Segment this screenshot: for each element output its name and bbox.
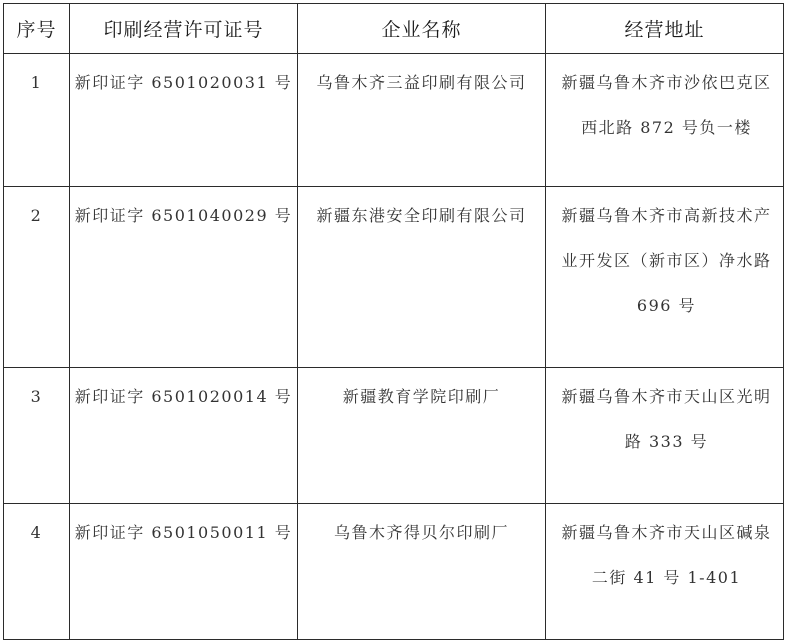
cell-address: 新疆乌鲁木齐市天山区光明路 333 号 (546, 368, 784, 504)
header-company: 企业名称 (298, 4, 546, 54)
cell-seq: 3 (4, 368, 70, 504)
table-row (4, 187, 784, 368)
cell-license: 新印证字 6501020031 号 (70, 54, 298, 187)
cell-seq: 1 (4, 54, 70, 187)
table-row (4, 54, 784, 187)
cell-company: 新疆东港安全印刷有限公司 (298, 187, 546, 368)
cell-company: 乌鲁木齐得贝尔印刷厂 (298, 504, 546, 640)
cell-company: 新疆教育学院印刷厂 (298, 368, 546, 504)
table-row (4, 504, 784, 640)
cell-license: 新印证字 6501040029 号 (70, 187, 298, 368)
cell-seq: 2 (4, 187, 70, 368)
cell-license: 新印证字 6501020014 号 (70, 368, 298, 504)
cell-seq: 4 (4, 504, 70, 640)
table-row (4, 368, 784, 504)
header-seq: 序号 (4, 4, 70, 54)
cell-address: 新疆乌鲁木齐市高新技术产业开发区（新市区）净水路 696 号 (546, 187, 784, 368)
table-header-row (4, 4, 784, 54)
header-license: 印刷经营许可证号 (70, 4, 298, 54)
cell-address: 新疆乌鲁木齐市沙依巴克区西北路 872 号负一楼 (546, 54, 784, 187)
cell-address: 新疆乌鲁木齐市天山区碱泉二街 41 号 1-401 (546, 504, 784, 640)
cell-license: 新印证字 6501050011 号 (70, 504, 298, 640)
cell-company: 乌鲁木齐三益印刷有限公司 (298, 54, 546, 187)
header-address: 经营地址 (546, 4, 784, 54)
license-table (3, 3, 784, 640)
